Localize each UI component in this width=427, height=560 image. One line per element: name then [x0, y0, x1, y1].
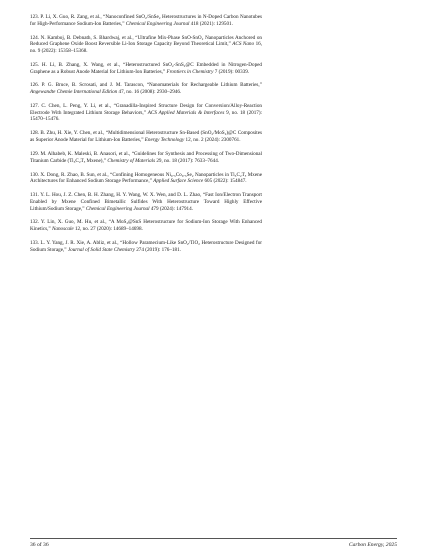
reference-item: 125. H. Li, B. Zhang, X. Wang, et al., “Heterostructured SnO₂-SnS₂@C Embedded in Nitrogen-Doped Graphene as a Robust Anode Material for Lithium-Ion Batteries,” Frontiers in Chemistry 7 (2019): 00339.: [30, 61, 262, 75]
footer-divider: [30, 538, 397, 539]
reference-item: 130. X. Dong, R. Zhao, B. Sun, et al., “Confining Homogeneous Ni₀.₅Co₀.₅Se₂ Nanoparticles in Ti₃C₂Tₓ Mxene Architectures for Enhanced Sodium Storage Performance,” Applied Surface Science 605 (2022): 154847.: [30, 171, 262, 185]
reference-item: 131. Y. L. Hou, J. Z. Chen, B. H. Zhang, H. Y. Wang, W. X. Wen, and D. L. Zhao, “Fast Ion/Electron Transport Enabled by Mxene Confined Bimetallic Sulfides With Heterostructure Toward Highly Effective Lithium/Sodium Storage,” Chemical Engineering Journal 479 (2024): 147914.: [30, 192, 262, 212]
reference-item: 129. M. Alhabeb, K. Maleski, B. Anasori, et al., “Guidelines for Synthesis and Processing of Two-Dimensional Titanium Carbide (Ti₃C₂Tₓ Mxene),” Chemistry of Materials 29, no. 18 (2017): 7633–7644.: [30, 150, 262, 164]
reference-item: 127. C. Chen, L. Peng, Y. Li, et al., “Granadilla-Inspired Structure Design for Conversion/Alloy-Reaction Electrode With Integrated Lithium Storage Behaviors,” ACS Applied Materials & Interfaces 9, no. 18 (2017): 15470–15476.: [30, 103, 262, 123]
reference-item: 124. N. Kamboj, B. Debnath, S. Bhardwaj, et al., “Ultrafine Mix-Phase SnO-SnO₂ Nanoparticles Anchored on Reduced Graphene Oxide Boost Reversible Li-Ion Storage Capacity Beyond Theoretical Limit,” ACS Nano 16, no. 9 (2022): 15358–15368.: [30, 34, 262, 54]
reference-list: [30, 14, 262, 261]
reference-item: 132. Y. Lin, X. Guo, M. Hu, et al., “A MoS₂@SnS Heterostructure for Sodium-Ion Storage With Enhanced Kinetics,” Nanoscale 12, no. 27 (2020): 14689–14698.: [30, 219, 262, 233]
reference-item: 133. L. Y. Yang, J. R. Xie, A. Abliz, et al., “Hollow Paramecium-Like SnO₂/TiO₂ Heterostructure Designed for Sodium Storage,” Journal of Solid State Chemistry 274 (2019): 176–181.: [30, 240, 262, 253]
reference-item: 123. P. Li, X. Guo, R. Zang, et al., “Nanoconfined SnO₂/SnSe₂ Heterostructures in N-Doped Carbon Nanotubes for High-Performance Sodium-Ion Batteries,” Chemical Engineering Journal 418 (2021): 129501.: [30, 14, 262, 27]
reference-item: 126. P. G. Bruce, B. Scrosati, and J. M. Tarascon, “Nanomaterials for Rechargeable Lithium Batteries,” Angewandte Chemie International Edition 47, no. 16 (2008): 2930–2946.: [30, 82, 262, 96]
page-number: 36 of 36: [30, 542, 49, 548]
reference-item: 128. B. Zhu, H. Xie, Y. Chen, et al., “Multidimensional Heterostructure Sn-Based (SnO₂/MoS₂)@C Composites as Superior Anode Material for Lithium-Ion Batteries,” Energy Technology 12, no. 2 (2024): 2300761.: [30, 130, 262, 144]
journal-footer: Carbon Energy, 2025: [348, 542, 397, 548]
